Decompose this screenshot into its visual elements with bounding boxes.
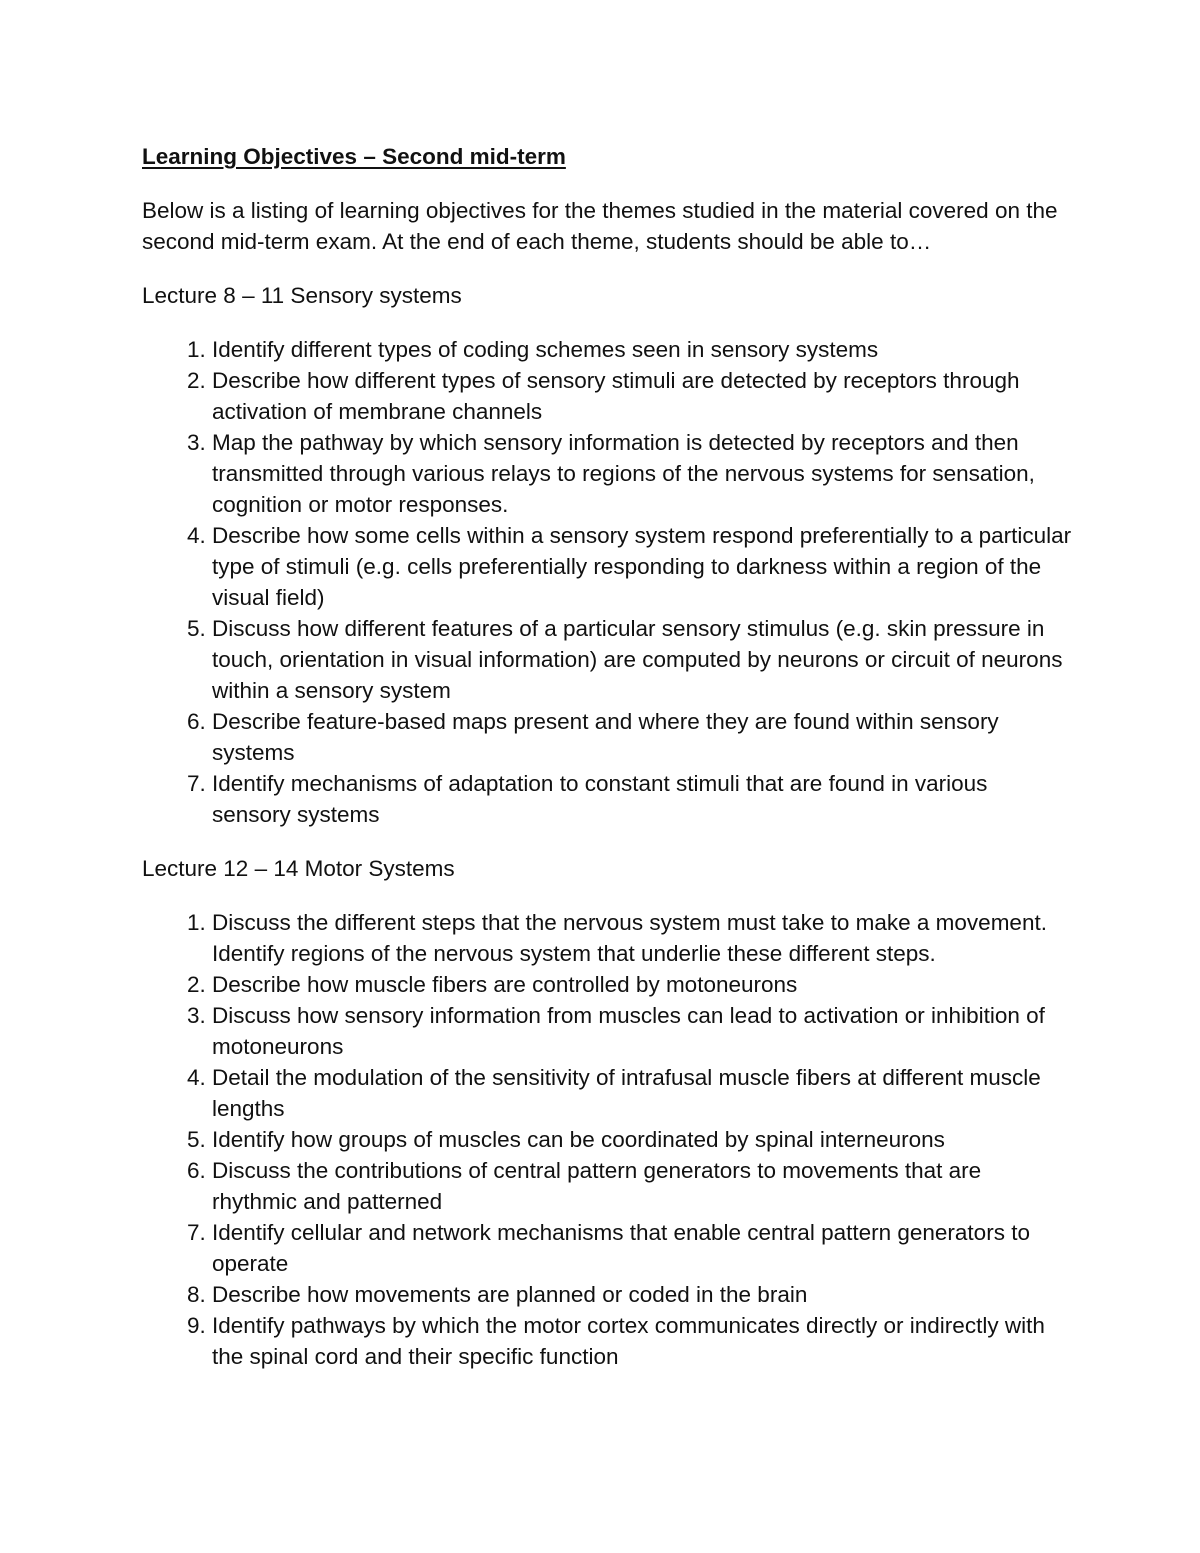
objective-item: 8. Describe how movements are planned or coded in the brain xyxy=(212,1279,1072,1310)
document-body xyxy=(142,141,1072,1395)
objective-item: 3. Discuss how sensory information from muscles can lead to activation or inhibition of motoneurons xyxy=(212,1000,1072,1062)
section-heading-motor: Lecture 12 – 14 Motor Systems xyxy=(142,856,455,881)
objective-list-sensory xyxy=(142,334,1072,830)
objective-list-motor xyxy=(142,907,1072,1372)
objective-item: 4. Describe how some cells within a sensory system respond preferentially to a particular type of stimuli (e.g. cells preferentially responding to darkness within a region of the visual field) xyxy=(212,520,1072,613)
objective-item: 1. Discuss the different steps that the nervous system must take to make a movement. Identify regions of the nervous system that underlie these different steps. xyxy=(212,907,1072,969)
objective-item: 3. Map the pathway by which sensory information is detected by receptors and then transmitted through various relays to regions of the nervous systems for sensation, cognition or motor responses. xyxy=(212,427,1072,520)
objective-item: 9. Identify pathways by which the motor cortex communicates directly or indirectly with the spinal cord and their specific function xyxy=(212,1310,1072,1372)
objective-item: 2. Describe how different types of sensory stimuli are detected by receptors through activation of membrane channels xyxy=(212,365,1072,427)
objective-item: 5. Identify how groups of muscles can be coordinated by spinal interneurons xyxy=(212,1124,1072,1155)
objective-item: 2. Describe how muscle fibers are controlled by motoneurons xyxy=(212,969,1072,1000)
section-heading-sensory: Lecture 8 – 11 Sensory systems xyxy=(142,283,462,308)
objective-item: 6. Describe feature-based maps present and where they are found within sensory systems xyxy=(212,706,1072,768)
objective-item: 7. Identify cellular and network mechanisms that enable central pattern generators to operate xyxy=(212,1217,1072,1279)
objective-item: 7. Identify mechanisms of adaptation to constant stimuli that are found in various sensory systems xyxy=(212,768,1072,830)
objective-item: 4. Detail the modulation of the sensitivity of intrafusal muscle fibers at different muscle lengths xyxy=(212,1062,1072,1124)
document-title: Learning Objectives – Second mid-term xyxy=(142,144,566,169)
intro-paragraph: Below is a listing of learning objectives for the themes studied in the material covered on the second mid-term exam. At the end of each theme, students should be able to… xyxy=(142,198,1058,254)
objective-item: 1. Identify different types of coding schemes seen in sensory systems xyxy=(212,334,1072,365)
objective-item: 6. Discuss the contributions of central pattern generators to movements that are rhythmic and patterned xyxy=(212,1155,1072,1217)
objective-item: 5. Discuss how different features of a particular sensory stimulus (e.g. skin pressure in touch, orientation in visual information) are computed by neurons or circuit of neurons within a sensory system xyxy=(212,613,1072,706)
